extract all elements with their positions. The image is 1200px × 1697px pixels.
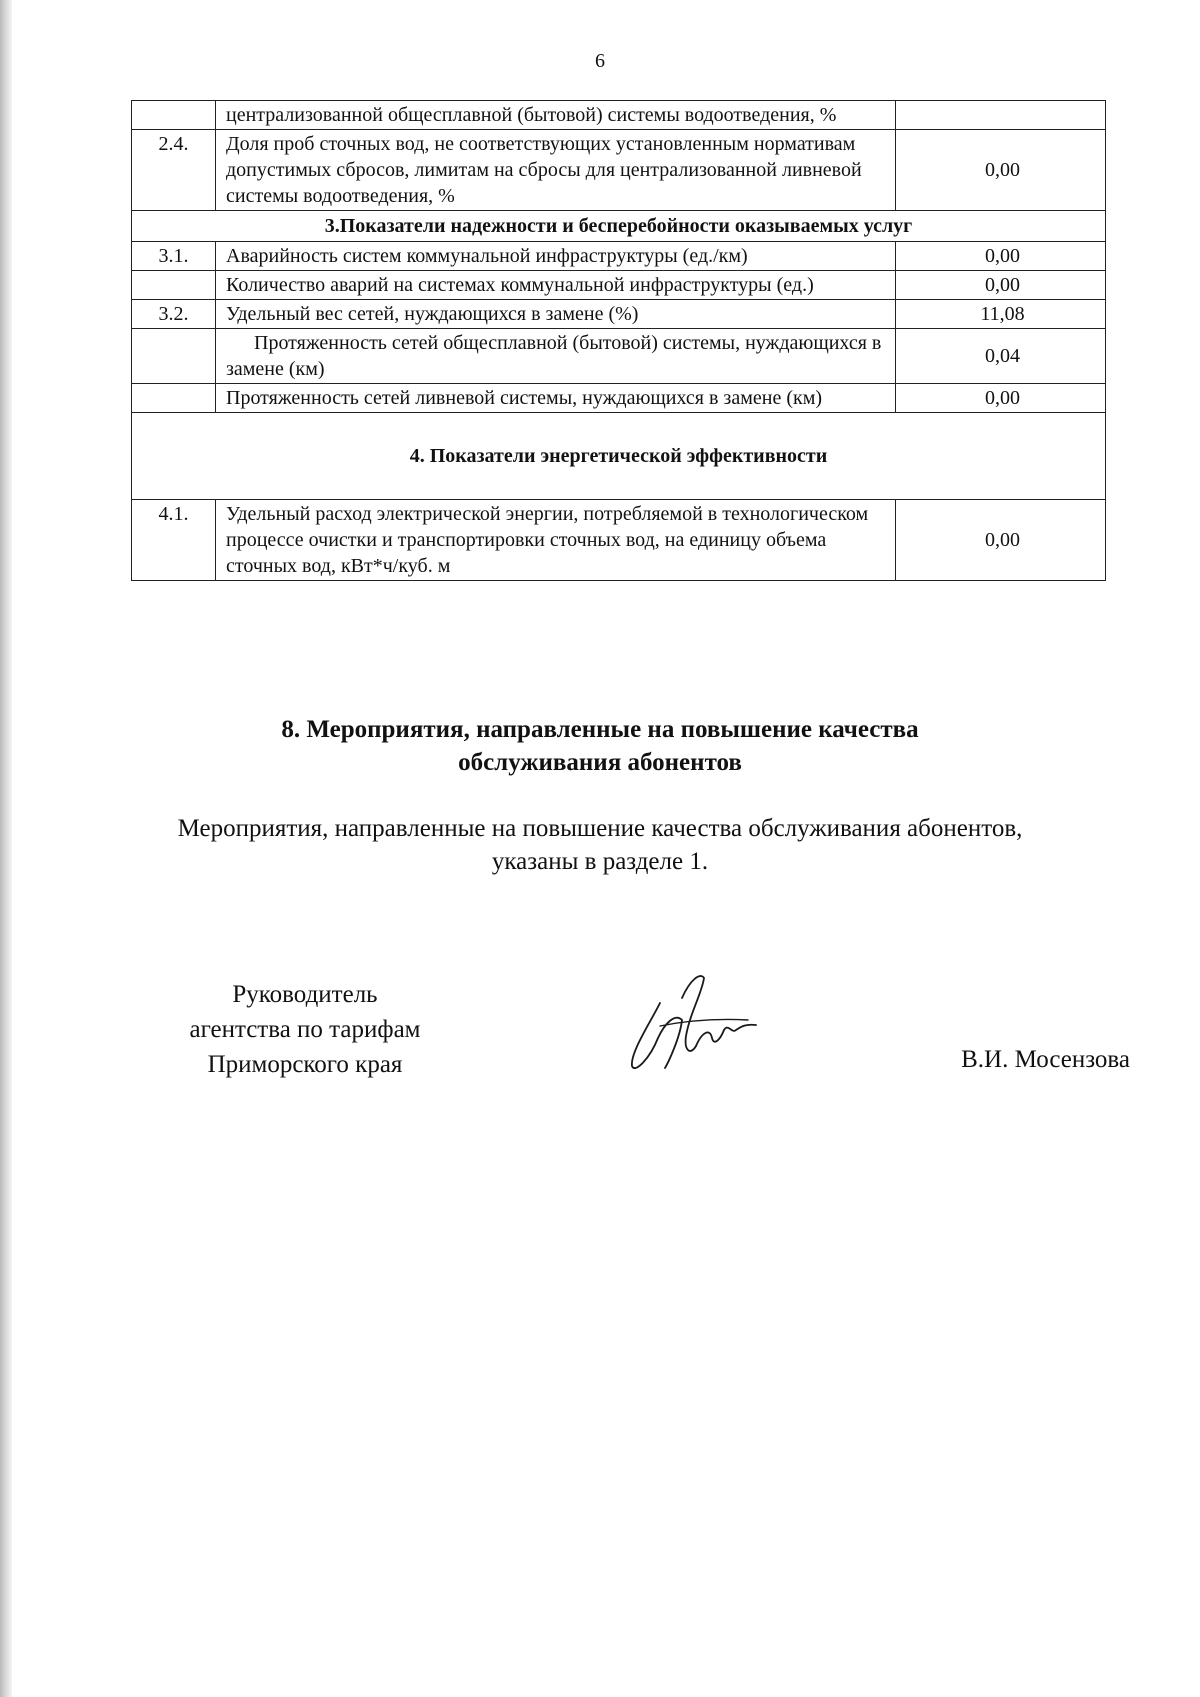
handwritten-signature <box>620 968 770 1078</box>
row-text <box>216 329 896 384</box>
section-row <box>132 413 1106 500</box>
table-row <box>132 500 1106 581</box>
row-text: Аварийность систем коммунальной инфраструктуры (ед./км) <box>216 242 896 271</box>
row-value: 0,00 <box>896 384 1106 413</box>
row-number <box>132 101 216 130</box>
row-value: 0,04 <box>896 329 1106 384</box>
heading-line: 8. Мероприятия, направленные на повышение качества <box>281 716 919 743</box>
paragraph-line: указаны в разделе 1. <box>491 848 709 875</box>
row-text: Доля проб сточных вод, не соответствующих установленным нормативам допустимых сбросов, лимитам на сбросы для централизованной ливневой системы водоотведения, % <box>216 130 896 211</box>
row-number: 4.1. <box>132 500 216 581</box>
position-line: Руководитель <box>232 981 378 1008</box>
position-line: Приморского края <box>207 1051 403 1078</box>
table-row <box>132 300 1106 329</box>
row-number <box>132 384 216 413</box>
table-row <box>132 101 1106 130</box>
signatory-name: В.И. Мосензова <box>961 1046 1130 1073</box>
signatory-position <box>140 977 470 1082</box>
row-text: централизованной общесплавной (бытовой) системы водоотведения, % <box>216 101 896 130</box>
row-number: 2.4. <box>132 130 216 211</box>
section-heading: 3.Показатели надежности и бесперебойности оказываемых услуг <box>132 211 1106 242</box>
row-text-content: Протяженность сетей общесплавной (бытовой) системы, нуждающихся в замене (км) <box>226 332 882 380</box>
row-number: 3.2. <box>132 300 216 329</box>
table-row <box>132 130 1106 211</box>
row-value: 0,00 <box>896 271 1106 300</box>
section-heading: 4. Показатели энергетической эффективности <box>132 413 1106 500</box>
row-number: 3.1. <box>132 242 216 271</box>
row-text: Количество аварий на системах коммунальной инфраструктуры (ед.) <box>216 271 896 300</box>
position-line: агентства по тарифам <box>189 1016 421 1043</box>
section-8-paragraph <box>0 812 1200 878</box>
row-number <box>132 271 216 300</box>
row-text: Удельный вес сетей, нуждающихся в замене (%) <box>216 300 896 329</box>
row-text: Удельный расход электрической энергии, потребляемой в технологическом процессе очистки и транспортировки сточных вод, на единицу объема сточных вод, кВт*ч/куб. м <box>216 500 896 581</box>
row-value: 0,00 <box>896 500 1106 581</box>
table-row <box>132 271 1106 300</box>
paragraph-line: Мероприятия, направленные на повышение качества обслуживания абонентов, <box>177 815 1023 842</box>
row-value: 0,00 <box>896 242 1106 271</box>
row-value: 11,08 <box>896 300 1106 329</box>
row-text: Протяженность сетей ливневой системы, нуждающихся в замене (км) <box>216 384 896 413</box>
section-8-heading <box>0 713 1200 779</box>
indicators-table <box>131 100 1106 581</box>
heading-line: обслуживания абонентов <box>458 749 742 776</box>
row-value: 0,00 <box>896 130 1106 211</box>
table-row <box>132 242 1106 271</box>
section-row <box>132 211 1106 242</box>
table-row <box>132 329 1106 384</box>
page-number: 6 <box>595 50 605 72</box>
table-row <box>132 384 1106 413</box>
row-number <box>132 329 216 384</box>
row-value <box>896 101 1106 130</box>
